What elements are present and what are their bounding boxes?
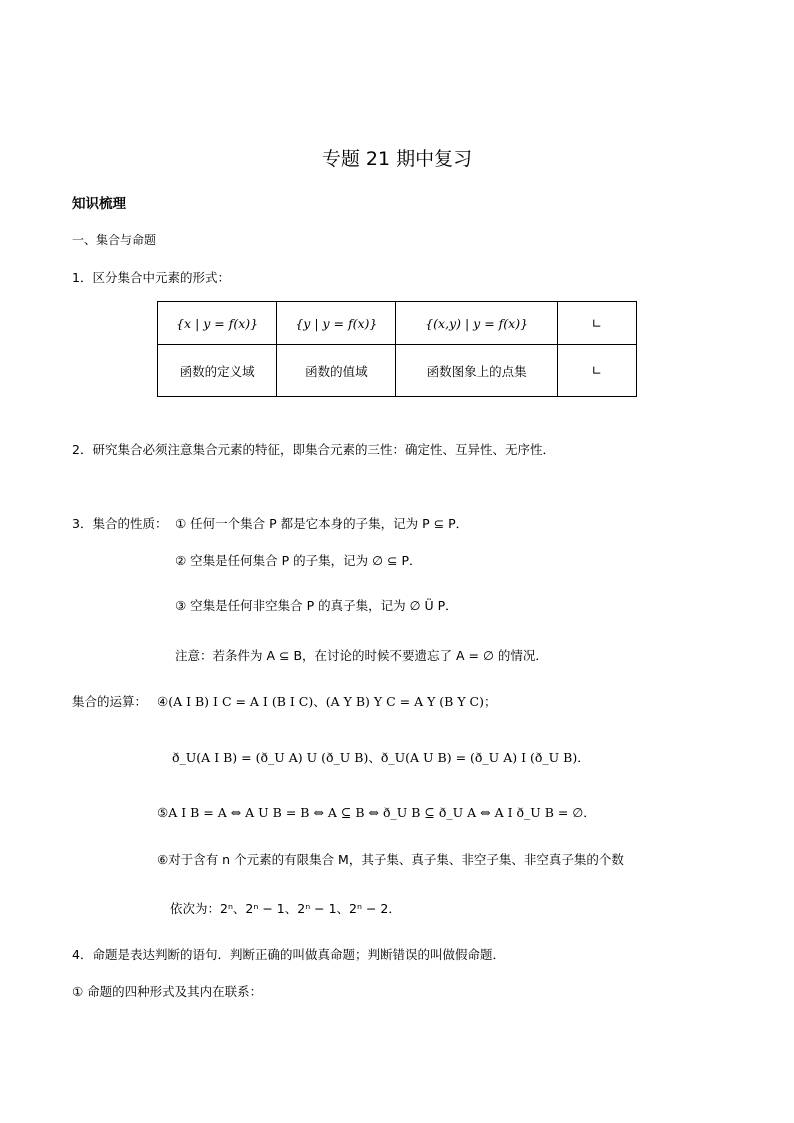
item-3-note: 注意：若条件为 A ⊆ B，在讨论的时候不要遗忘了 A = ∅ 的情况． (175, 648, 548, 663)
ops-label: 集合的运算： (72, 694, 148, 709)
table-cell: ∟ (557, 345, 636, 397)
item-2: 2．研究集合必须注意集合元素的特征，即集合元素的三性：确定性、互异性、无序性． (72, 442, 555, 457)
ops-line-5: ⑤A I B = A ⇔ A U B = B ⇔ A ⊆ B ⇔ ð_U B ⊆ ð_U A ⇔ A I ð_U B = ∅． (157, 805, 596, 820)
item-4: 4．命题是表达判断的语句．判断正确的叫做真命题；判断错误的叫做假命题． (72, 947, 505, 962)
table-cell: {y | y = f(x)} (277, 302, 396, 345)
table-cell: {(x,y) | y = f(x)} (396, 302, 557, 345)
item-4-sub: ① 命题的四种形式及其内在联系： (72, 984, 263, 999)
table-cell: ∟ (557, 302, 636, 345)
table-cell: {x | y = f(x)} (158, 302, 277, 345)
item-3-label: 3．集合的性质： (72, 516, 168, 531)
table-row (158, 345, 637, 397)
section-heading: 知识梳理 (72, 196, 126, 212)
item-3-line-2: ② 空集是任何集合 P 的子集，记为 ∅ ⊆ P． (175, 553, 422, 568)
set-forms-table (157, 301, 637, 397)
ops-line-6b: 依次为：2ⁿ、2ⁿ − 1、2ⁿ − 1、2ⁿ − 2． (170, 901, 401, 916)
ops-line-6: ⑥对于含有 n 个元素的有限集合 M，其子集、真子集、非空子集、非空真子集的个数 (157, 852, 624, 867)
item-1: 1．区分集合中元素的形式： (72, 270, 230, 285)
table-cell: 函数的定义域 (158, 345, 277, 397)
item-3-line-1: ① 任何一个集合 P 都是它本身的子集，记为 P ⊆ P． (175, 516, 469, 531)
page-title: 专题 21 期中复习 (321, 148, 473, 170)
subsection-heading: 一、集合与命题 (72, 233, 157, 247)
table-cell: 函数图象上的点集 (396, 345, 557, 397)
table-cell: 函数的值域 (277, 345, 396, 397)
ops-line-4: ④(A I B) I C = A I (B I C)、(A Y B) Y C = A Y (B Y C)； (157, 694, 497, 709)
ops-line-4b: ð_U(A I B) = (ð_U A) U (ð_U B)、ð_U(A U B) = (ð_U A) I (ð_U B)． (172, 750, 590, 765)
table-row (158, 302, 637, 345)
item-3-line-3: ③ 空集是任何非空集合 P 的真子集，记为 ∅ Ü P． (175, 598, 458, 613)
